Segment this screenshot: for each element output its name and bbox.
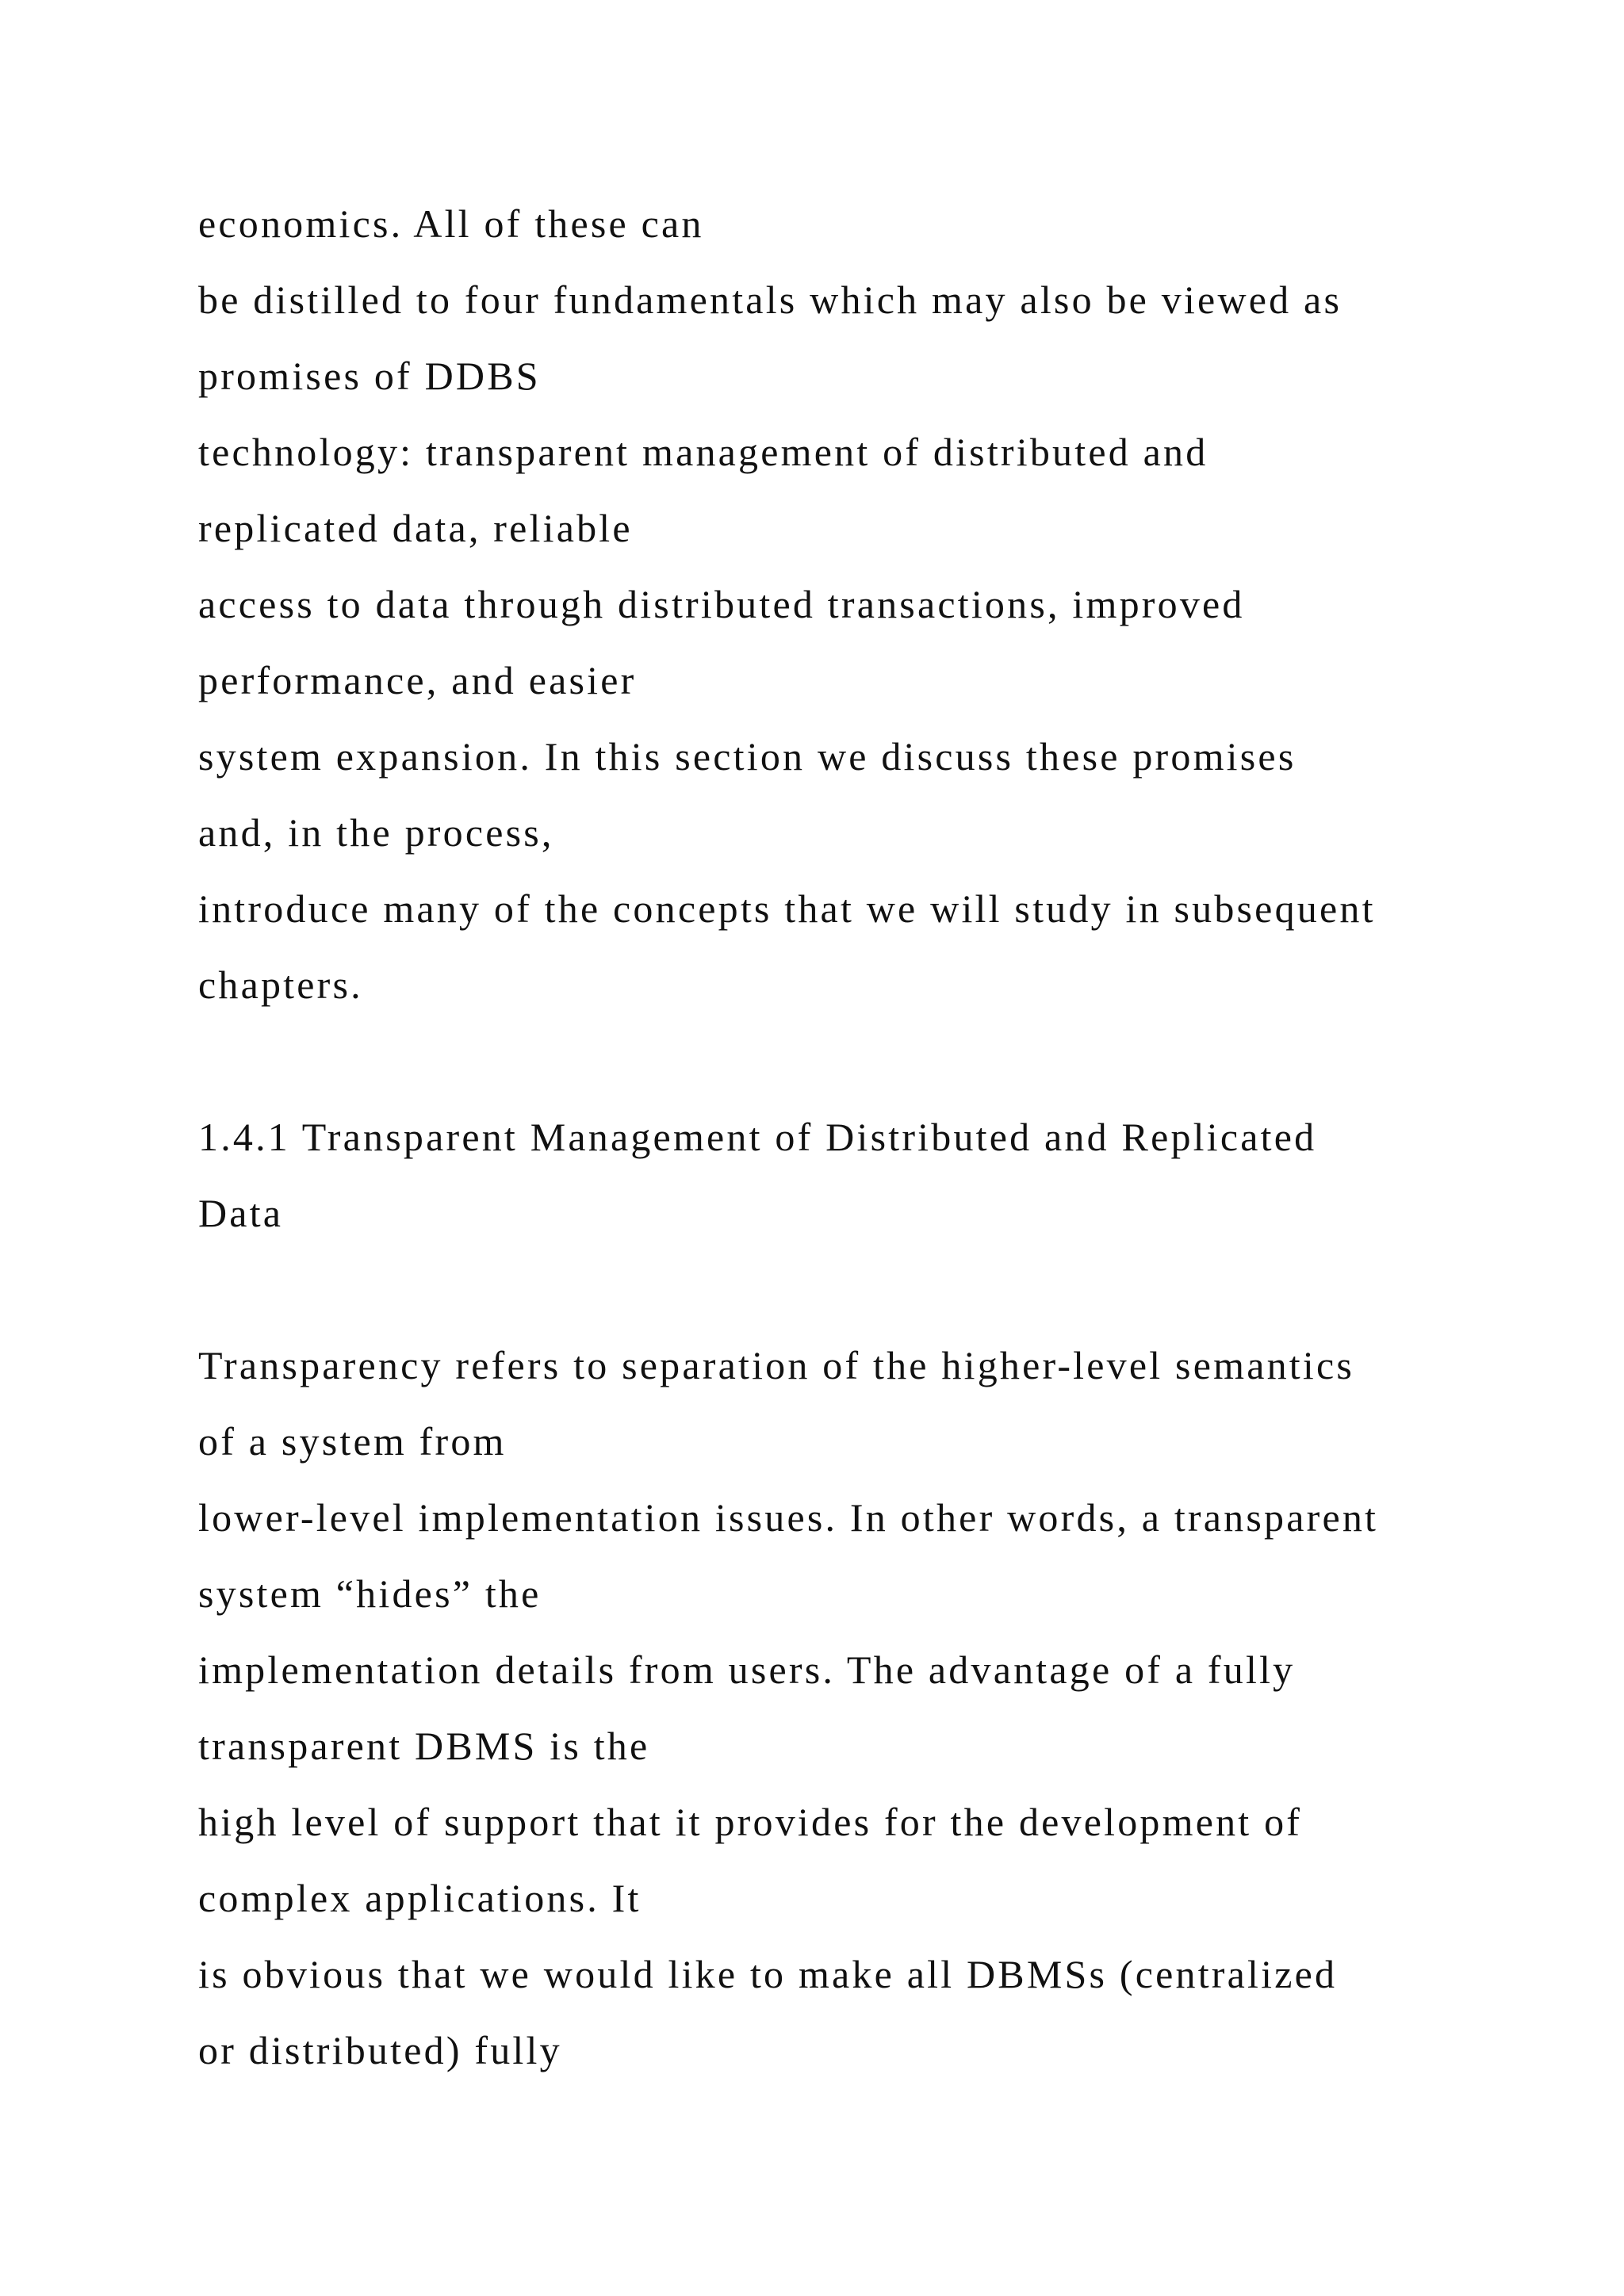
paragraph-line: complex applications. It	[198, 1876, 642, 1920]
paragraph-line: promises of DDBS	[198, 354, 541, 398]
paragraph-line: implementation details from users. The advantage of a fully	[198, 1647, 1296, 1692]
paragraph-line: or distributed) fully	[198, 2028, 562, 2072]
paragraph-line: high level of support that it provides for the development of	[198, 1800, 1303, 1844]
paragraph-line: introduce many of the concepts that we will study in subsequent	[198, 886, 1376, 931]
paragraph-line: is obvious that we would like to make all DBMSs (centralized	[198, 1952, 1338, 1996]
paragraph-line: replicated data, reliable	[198, 506, 633, 550]
paragraph-line: technology: transparent management of distributed and	[198, 430, 1208, 474]
paragraph-line: be distilled to four fundamentals which may also be viewed as	[198, 277, 1342, 322]
paragraph-line: access to data through distributed transactions, improved	[198, 582, 1245, 626]
paragraph-line: system “hides” the	[198, 1571, 542, 1616]
paragraph-line: of a system from	[198, 1419, 507, 1464]
section-heading: 1.4.1 Transparent Management of Distributed and Replicated	[198, 1115, 1317, 1159]
paragraph-line: chapters.	[198, 962, 363, 1007]
section-heading: Data	[198, 1191, 284, 1235]
paragraph-line: and, in the process,	[198, 810, 554, 855]
paragraph-line: lower-level implementation issues. In other words, a transparent	[198, 1495, 1379, 1540]
paragraph-line: performance, and easier	[198, 658, 637, 702]
paragraph-line: transparent DBMS is the	[198, 1724, 650, 1768]
paragraph-line: system expansion. In this section we discuss these promises	[198, 734, 1297, 779]
paragraph-line: Transparency refers to separation of the higher-level semantics	[198, 1343, 1355, 1387]
paragraph-line: economics. All of these can	[198, 201, 704, 246]
